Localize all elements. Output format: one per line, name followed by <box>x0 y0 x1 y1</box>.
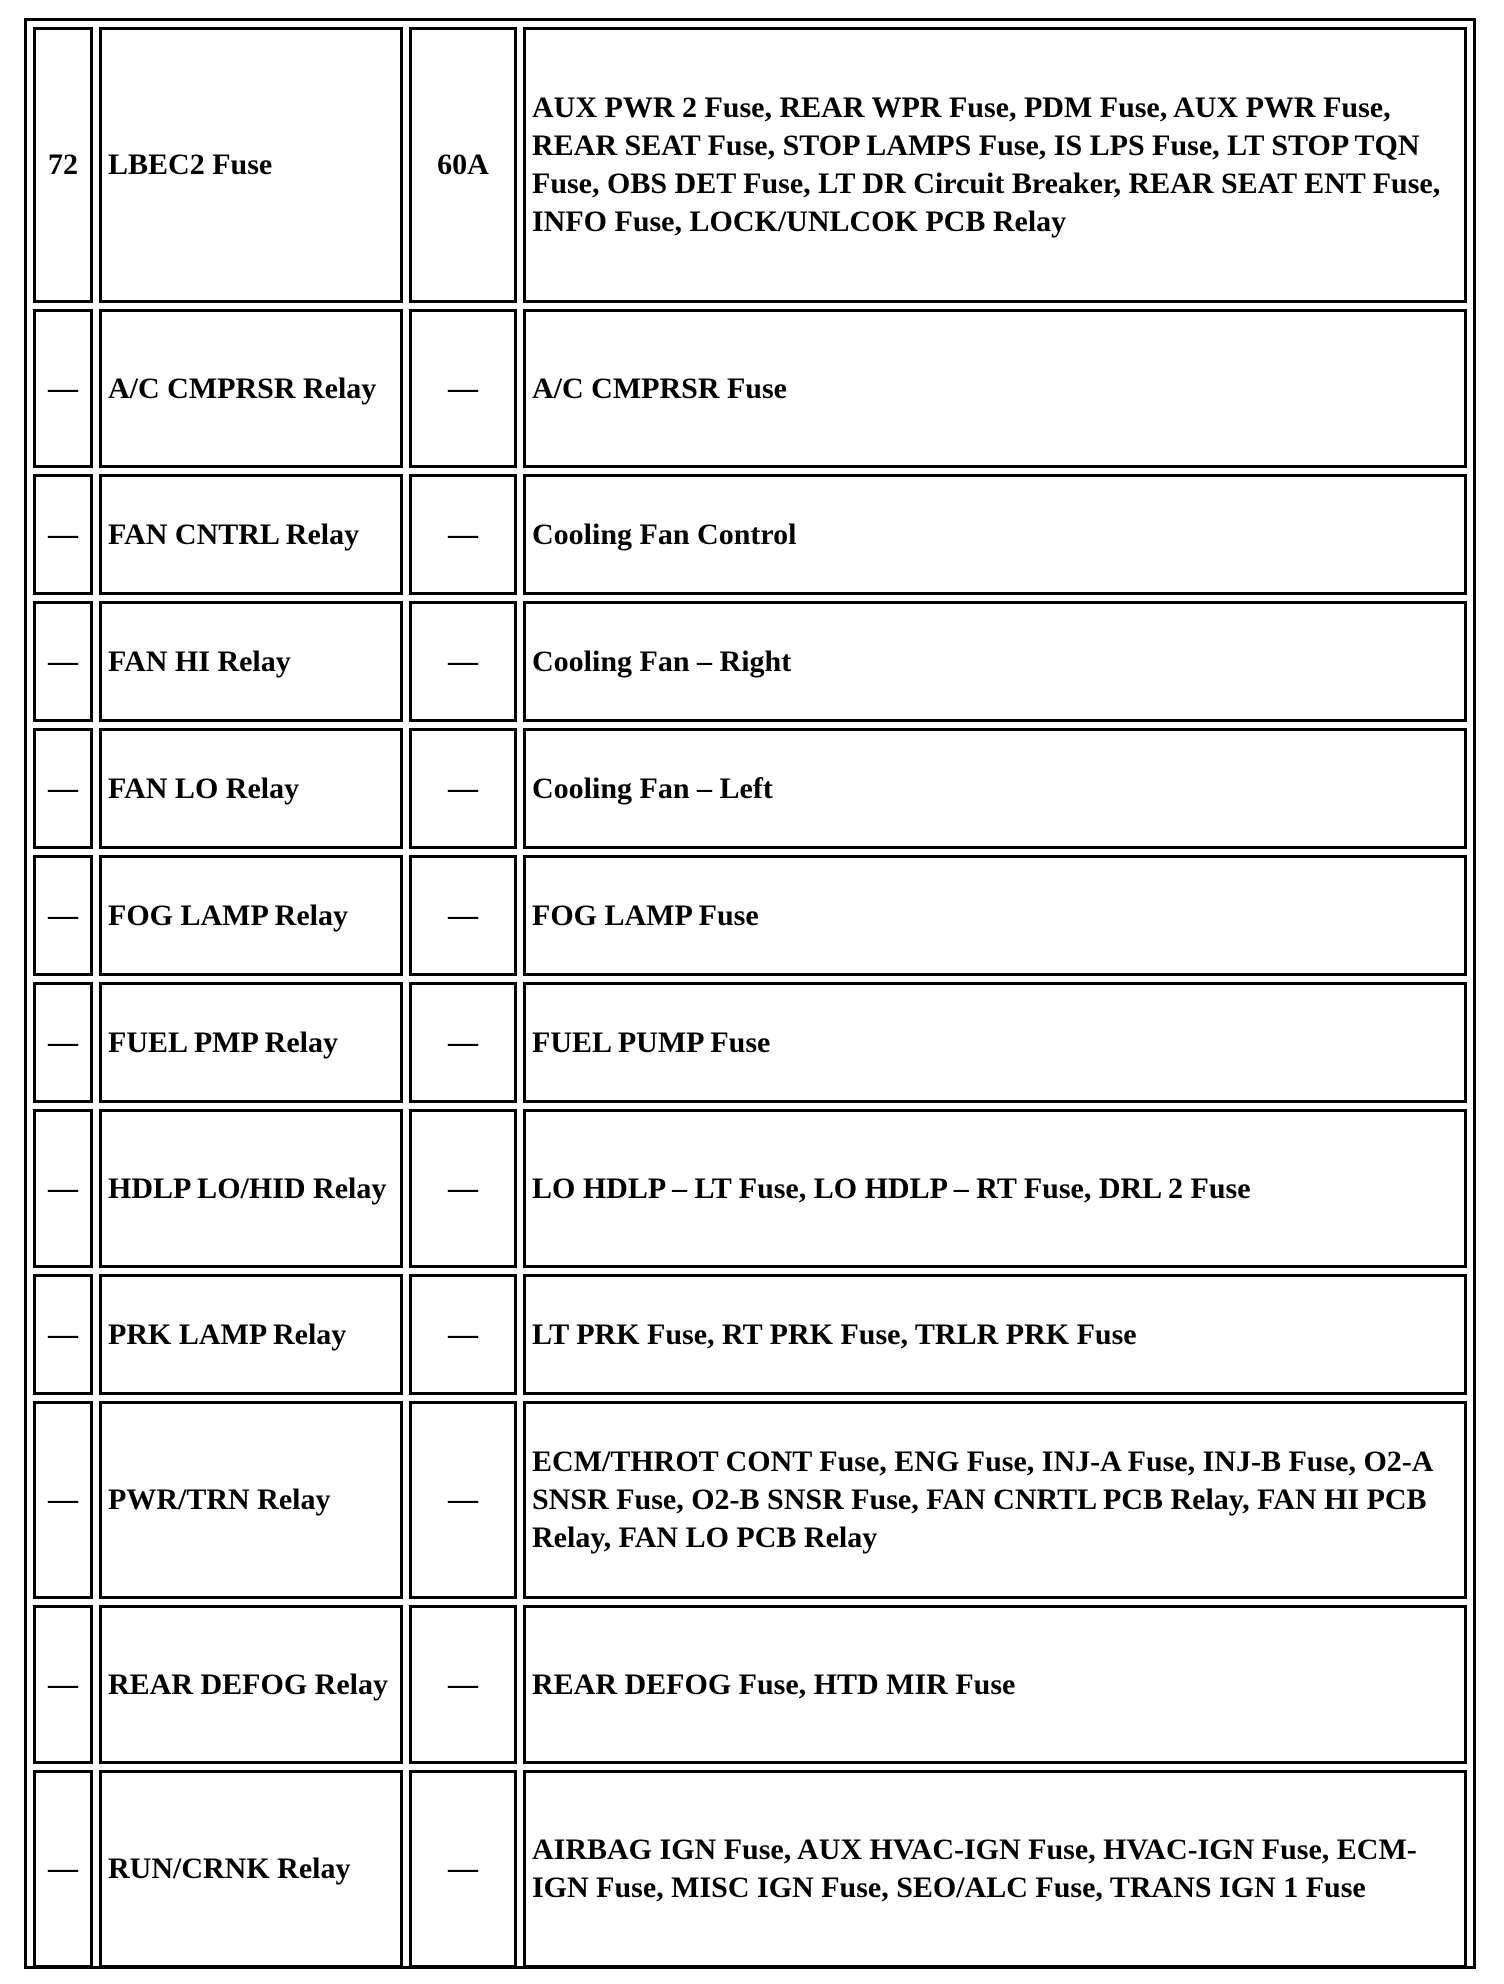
table-row <box>33 728 1467 849</box>
circuit-protected: LT PRK Fuse, RT PRK Fuse, TRLR PRK Fuse <box>523 1274 1467 1395</box>
row-number: 72 <box>33 27 93 303</box>
table-row <box>33 601 1467 722</box>
table-row <box>33 982 1467 1103</box>
table-row <box>33 1770 1467 1968</box>
row-number: — <box>33 982 93 1103</box>
circuit-protected: AIRBAG IGN Fuse, AUX HVAC-IGN Fuse, HVAC-IGN Fuse, ECM-IGN Fuse, MISC IGN Fuse, SEO/ALC Fuse, TRANS IGN 1 Fuse <box>523 1770 1467 1968</box>
circuit-protected: FUEL PUMP Fuse <box>523 982 1467 1103</box>
component-name: PWR/TRN Relay <box>99 1401 403 1599</box>
circuit-protected: Cooling Fan – Left <box>523 728 1467 849</box>
fuse-rating: — <box>409 309 517 468</box>
component-name: PRK LAMP Relay <box>99 1274 403 1395</box>
component-name: A/C CMPRSR Relay <box>99 309 403 468</box>
circuit-protected: ECM/THROT CONT Fuse, ENG Fuse, INJ-A Fuse, INJ-B Fuse, O2-A SNSR Fuse, O2-B SNSR Fuse, FAN CNRTL PCB Relay, FAN HI PCB Relay, FAN LO PCB Relay <box>523 1401 1467 1599</box>
fuse-rating: — <box>409 728 517 849</box>
component-name: FOG LAMP Relay <box>99 855 403 976</box>
fuse-rating: — <box>409 855 517 976</box>
fuse-relay-table <box>27 21 1473 1974</box>
fuse-rating: — <box>409 601 517 722</box>
component-name: FAN LO Relay <box>99 728 403 849</box>
fuse-rating: — <box>409 1770 517 1968</box>
row-number: — <box>33 1770 93 1968</box>
circuit-protected: Cooling Fan Control <box>523 474 1467 595</box>
fuse-rating: — <box>409 474 517 595</box>
table-row <box>33 1109 1467 1268</box>
table-row <box>33 855 1467 976</box>
component-name: RUN/CRNK Relay <box>99 1770 403 1968</box>
circuit-protected: Cooling Fan – Right <box>523 601 1467 722</box>
circuit-protected: FOG LAMP Fuse <box>523 855 1467 976</box>
row-number: — <box>33 601 93 722</box>
row-number: — <box>33 1109 93 1268</box>
component-name: REAR DEFOG Relay <box>99 1605 403 1764</box>
table-row <box>33 309 1467 468</box>
row-number: — <box>33 855 93 976</box>
table-row <box>33 27 1467 303</box>
component-name: FAN HI Relay <box>99 601 403 722</box>
row-number: — <box>33 474 93 595</box>
circuit-protected: LO HDLP – LT Fuse, LO HDLP – RT Fuse, DRL 2 Fuse <box>523 1109 1467 1268</box>
table-row <box>33 1401 1467 1599</box>
table-row <box>33 1274 1467 1395</box>
fuse-rating: — <box>409 982 517 1103</box>
row-number: — <box>33 1605 93 1764</box>
component-name: FUEL PMP Relay <box>99 982 403 1103</box>
fuse-rating: — <box>409 1109 517 1268</box>
table-row <box>33 474 1467 595</box>
circuit-protected: AUX PWR 2 Fuse, REAR WPR Fuse, PDM Fuse, AUX PWR Fuse, REAR SEAT Fuse, STOP LAMPS Fuse, IS LPS Fuse, LT STOP TQN Fuse, OBS DET Fuse, LT DR Circuit Breaker, REAR SEAT ENT Fuse, INFO Fuse, LOCK/UNLCOK PCB Relay <box>523 27 1467 303</box>
row-number: — <box>33 1274 93 1395</box>
fuse-rating: — <box>409 1605 517 1764</box>
component-name: FAN CNTRL Relay <box>99 474 403 595</box>
row-number: — <box>33 309 93 468</box>
row-number: — <box>33 1401 93 1599</box>
circuit-protected: A/C CMPRSR Fuse <box>523 309 1467 468</box>
component-name: LBEC2 Fuse <box>99 27 403 303</box>
table-row <box>33 1605 1467 1764</box>
component-name: HDLP LO/HID Relay <box>99 1109 403 1268</box>
circuit-protected: REAR DEFOG Fuse, HTD MIR Fuse <box>523 1605 1467 1764</box>
fuse-rating: — <box>409 1401 517 1599</box>
fuse-rating: — <box>409 1274 517 1395</box>
fuse-rating: 60A <box>409 27 517 303</box>
row-number: — <box>33 728 93 849</box>
